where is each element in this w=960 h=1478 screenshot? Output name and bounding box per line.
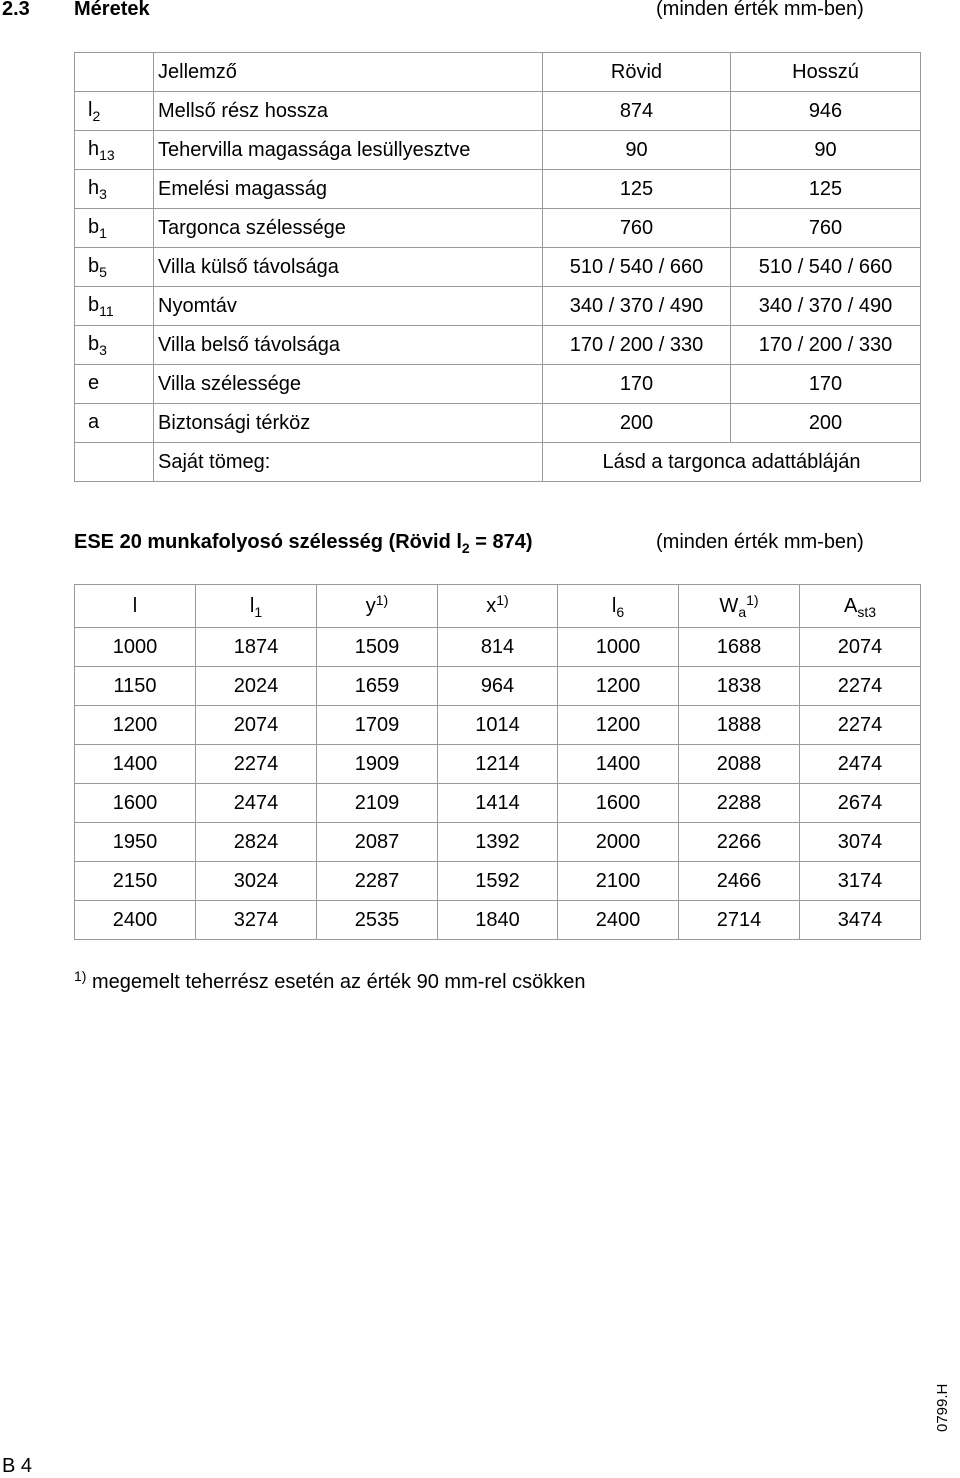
- aisle-cell: 1592: [438, 862, 558, 901]
- aisle-cell: 1392: [438, 823, 558, 862]
- aisle-cell: 2150: [75, 862, 196, 901]
- aisle-cell: 1200: [75, 706, 196, 745]
- dimension-symbol-sub: 1: [99, 224, 107, 241]
- aisle-header-base: A: [843, 595, 858, 617]
- dimensions-header-long: Hosszú: [731, 53, 921, 92]
- aisle-cell: 1509: [317, 628, 438, 667]
- aisle-cell: 3274: [196, 901, 317, 940]
- aisle-cell: 2474: [800, 745, 921, 784]
- aisle-cell: 2274: [800, 667, 921, 706]
- dimensions-header-symbol: [75, 53, 154, 92]
- aisle-header-cell: [75, 585, 196, 628]
- aisle-header-base: l: [132, 595, 138, 617]
- aisle-cell: 1000: [75, 628, 196, 667]
- aisle-header-sub: a: [738, 604, 747, 620]
- aisle-header-base: W: [719, 595, 739, 617]
- aisle-header-cell: [438, 585, 558, 628]
- dimension-long-value: 125: [731, 170, 921, 209]
- dimension-long-value: 170: [731, 365, 921, 404]
- dimension-short-value: 874: [543, 92, 731, 131]
- dimension-short-value: 760: [543, 209, 731, 248]
- dimension-short-value: 125: [543, 170, 731, 209]
- section-number: 2.3: [2, 0, 30, 20]
- dimension-long-value: 340 / 370 / 490: [731, 287, 921, 326]
- dimensions-row: [75, 326, 921, 365]
- dimension-symbol: [75, 92, 154, 131]
- aisle-cell: 1838: [679, 667, 800, 706]
- section-title: Méretek: [74, 0, 150, 20]
- aisle-cell: 1600: [75, 784, 196, 823]
- aisle-cell: 1200: [558, 706, 679, 745]
- dimension-label: Targonca szélessége: [154, 209, 543, 248]
- aisle-header-sub: 6: [616, 604, 625, 620]
- aisle-cell: 1150: [75, 667, 196, 706]
- dimension-long-value: 90: [731, 131, 921, 170]
- aisle-cell: 3174: [800, 862, 921, 901]
- aisle-header-base: l: [249, 595, 255, 617]
- footnote-marker: 1): [74, 968, 87, 984]
- aisle-header-cell: [800, 585, 921, 628]
- aisle-cell: 1709: [317, 706, 438, 745]
- aisle-cell: 1688: [679, 628, 800, 667]
- dimension-short-value: 340 / 370 / 490: [543, 287, 731, 326]
- aisle-cell: 2714: [679, 901, 800, 940]
- aisle-unit-note: (minden érték mm-ben): [656, 531, 864, 553]
- aisle-cell: 2074: [196, 706, 317, 745]
- dimension-symbol-sub: 13: [99, 146, 115, 163]
- dimension-symbol-base: e: [88, 371, 100, 394]
- aisle-header-sup: 1): [746, 592, 759, 608]
- dimension-label: Nyomtáv: [154, 287, 543, 326]
- dimension-label: Villa külső távolsága: [154, 248, 543, 287]
- aisle-header-base: y: [365, 595, 376, 617]
- dimension-symbol: [75, 209, 154, 248]
- dimensions-row: [75, 209, 921, 248]
- footnote-text: megemelt teherrész esetén az érték 90 mm-rel csökken: [86, 971, 586, 993]
- aisle-row: [75, 862, 921, 901]
- aisle-row: [75, 667, 921, 706]
- dimension-symbol-base: b: [88, 254, 100, 277]
- dimension-short-value: 510 / 540 / 660: [543, 248, 731, 287]
- aisle-cell: 2274: [196, 745, 317, 784]
- weight-symbol: [75, 443, 154, 482]
- aisle-cell: 1214: [438, 745, 558, 784]
- aisle-header-cell: [679, 585, 800, 628]
- aisle-cell: 2024: [196, 667, 317, 706]
- aisle-cell: 2400: [558, 901, 679, 940]
- dimension-label: Emelési magasság: [154, 170, 543, 209]
- dimension-symbol-sub: 2: [92, 107, 101, 124]
- footnote: [74, 968, 586, 994]
- dimension-symbol-base: l: [88, 98, 93, 121]
- dimension-symbol-base: a: [88, 410, 100, 433]
- aisle-header-sub: st3: [857, 604, 877, 620]
- dimensions-row: [75, 170, 921, 209]
- aisle-cell: 2088: [679, 745, 800, 784]
- dimension-label: Mellső rész hossza: [154, 92, 543, 131]
- aisle-cell: 3024: [196, 862, 317, 901]
- aisle-row: [75, 901, 921, 940]
- aisle-cell: 1400: [75, 745, 196, 784]
- aisle-cell: 3074: [800, 823, 921, 862]
- document-code: 0799.H: [934, 1383, 951, 1432]
- aisle-cell: 2274: [800, 706, 921, 745]
- aisle-cell: 2674: [800, 784, 921, 823]
- dimension-long-value: 510 / 540 / 660: [731, 248, 921, 287]
- dimension-symbol-base: h: [88, 137, 100, 160]
- aisle-cell: 1659: [317, 667, 438, 706]
- aisle-cell: 1600: [558, 784, 679, 823]
- aisle-cell: 1840: [438, 901, 558, 940]
- aisle-row: [75, 628, 921, 667]
- aisle-cell: 1200: [558, 667, 679, 706]
- aisle-cell: 2400: [75, 901, 196, 940]
- weight-value: Lásd a targonca adattábláján: [543, 443, 921, 482]
- weight-label: Saját tömeg:: [154, 443, 543, 482]
- aisle-title-sub: 2: [461, 540, 470, 556]
- aisle-header-base: x: [486, 595, 497, 617]
- aisle-header-base: l: [611, 595, 617, 617]
- dimension-label: Tehervilla magassága lesüllyesztve: [154, 131, 543, 170]
- dimension-symbol-base: h: [88, 176, 100, 199]
- dimensions-row: [75, 287, 921, 326]
- dimension-symbol: [75, 248, 154, 287]
- aisle-width-table: [74, 584, 921, 940]
- dimensions-header-short: Rövid: [543, 53, 731, 92]
- aisle-cell: 2824: [196, 823, 317, 862]
- dimensions-row: [75, 404, 921, 443]
- aisle-cell: 1000: [558, 628, 679, 667]
- dimension-short-value: 200: [543, 404, 731, 443]
- aisle-cell: 1414: [438, 784, 558, 823]
- dimensions-header-feature: Jellemző: [154, 53, 543, 92]
- dimension-symbol: [75, 287, 154, 326]
- dimension-symbol-sub: 3: [99, 341, 107, 358]
- dimension-symbol-base: b: [88, 332, 100, 355]
- dimension-label: Biztonsági térköz: [154, 404, 543, 443]
- aisle-table-title: [74, 531, 533, 556]
- aisle-cell: 2266: [679, 823, 800, 862]
- aisle-row: [75, 745, 921, 784]
- dimension-symbol: [75, 170, 154, 209]
- dimension-short-value: 170 / 200 / 330: [543, 326, 731, 365]
- aisle-header-sub: 1: [254, 604, 263, 620]
- aisle-cell: 2466: [679, 862, 800, 901]
- dimension-symbol: [75, 326, 154, 365]
- aisle-row: [75, 706, 921, 745]
- aisle-cell: 2288: [679, 784, 800, 823]
- dimension-symbol-sub: 3: [99, 185, 107, 202]
- dimensions-table: [74, 52, 921, 482]
- aisle-cell: 1874: [196, 628, 317, 667]
- aisle-cell: 1909: [317, 745, 438, 784]
- aisle-cell: 2087: [317, 823, 438, 862]
- aisle-row: [75, 784, 921, 823]
- aisle-cell: 964: [438, 667, 558, 706]
- dimension-long-value: 200: [731, 404, 921, 443]
- dimensions-row: [75, 131, 921, 170]
- dimension-symbol-sub: 5: [99, 263, 107, 280]
- dimension-symbol: [75, 365, 154, 404]
- dimension-symbol-sub: 11: [99, 302, 114, 319]
- dimension-symbol: [75, 131, 154, 170]
- dimension-symbol-base: b: [88, 293, 100, 316]
- dimension-symbol: [75, 404, 154, 443]
- aisle-cell: 2109: [317, 784, 438, 823]
- aisle-cell: 2000: [558, 823, 679, 862]
- aisle-cell: 1014: [438, 706, 558, 745]
- dimensions-row: [75, 365, 921, 404]
- dimension-symbol-base: b: [88, 215, 100, 238]
- aisle-cell: 2100: [558, 862, 679, 901]
- aisle-header-cell: [558, 585, 679, 628]
- dimensions-weight-row: [75, 443, 921, 482]
- aisle-cell: 2535: [317, 901, 438, 940]
- dimension-label: Villa belső távolsága: [154, 326, 543, 365]
- dimension-long-value: 170 / 200 / 330: [731, 326, 921, 365]
- aisle-title-prefix: ESE 20 munkafolyosó szélesség (Rövid l: [74, 531, 462, 553]
- aisle-cell: 3474: [800, 901, 921, 940]
- aisle-title-suffix: = 874): [469, 531, 533, 553]
- aisle-cell: 2074: [800, 628, 921, 667]
- section-unit-note: (minden érték mm-ben): [656, 0, 864, 20]
- aisle-cell: 1950: [75, 823, 196, 862]
- dimension-long-value: 946: [731, 92, 921, 131]
- aisle-header-cell: [196, 585, 317, 628]
- aisle-header-sup: 1): [375, 592, 389, 608]
- aisle-cell: 1400: [558, 745, 679, 784]
- aisle-cell: 814: [438, 628, 558, 667]
- aisle-cell: 1888: [679, 706, 800, 745]
- dimension-long-value: 760: [731, 209, 921, 248]
- aisle-cell: 2287: [317, 862, 438, 901]
- dimension-short-value: 90: [543, 131, 731, 170]
- dimension-short-value: 170: [543, 365, 731, 404]
- dimension-label: Villa szélessége: [154, 365, 543, 404]
- aisle-header-sup: 1): [496, 592, 509, 608]
- aisle-cell: 2474: [196, 784, 317, 823]
- aisle-header-row: [75, 585, 921, 628]
- aisle-header-cell: [317, 585, 438, 628]
- dimensions-row: [75, 92, 921, 131]
- dimensions-header-row: [75, 53, 921, 92]
- page-label: B 4: [2, 1455, 33, 1477]
- dimensions-row: [75, 248, 921, 287]
- aisle-row: [75, 823, 921, 862]
